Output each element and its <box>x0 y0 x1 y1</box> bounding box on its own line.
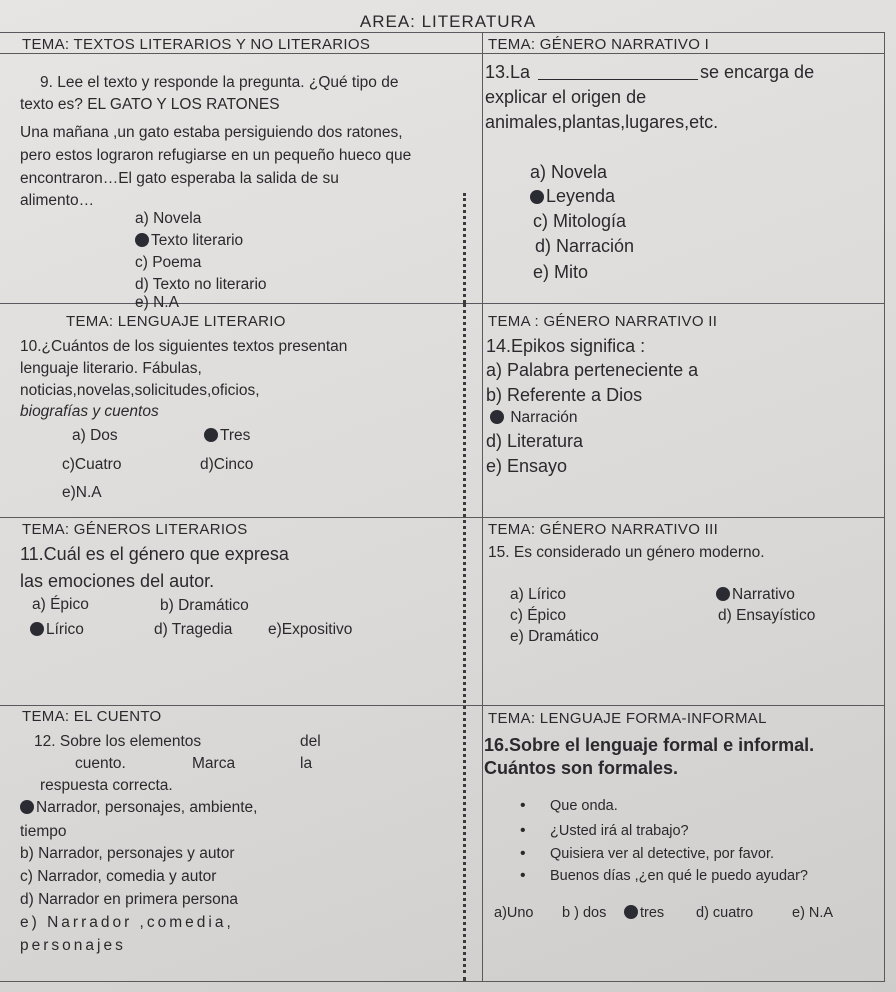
filled-mark-icon <box>30 622 44 636</box>
row-divider <box>0 705 884 706</box>
answer-option: d) Narración <box>535 236 635 256</box>
answer-option: tiempo <box>20 823 67 840</box>
answer-option: a) Dos <box>72 427 118 444</box>
answer-option: d) Narrador en primera persona <box>20 891 238 908</box>
answer-option: personajes <box>20 937 126 954</box>
column-divider <box>482 33 483 981</box>
passage-line: alimento… <box>20 192 95 209</box>
theme-title: TEMA: EL CUENTO <box>22 708 162 725</box>
answer-option: a) Novela <box>135 210 202 227</box>
question-10-line: 10.¿Cuántos de los siguientes textos presentan <box>20 338 348 355</box>
dotted-line <box>463 303 466 981</box>
passage-line: encontraron…El gato esperaba la salida de su <box>20 170 339 187</box>
answer-option: c) Mitología <box>533 211 627 231</box>
theme-title: TEMA: LENGUAJE FORMA-INFORMAL <box>488 710 767 727</box>
answer-option: b) Referente a Dios <box>486 385 643 405</box>
question-12-line: del <box>300 733 321 750</box>
answer-option: e)N.A <box>62 484 102 501</box>
question-14-line: 14.Epikos significa : <box>486 336 646 356</box>
theme-title: TEMA: GÉNEROS LITERARIOS <box>22 521 248 538</box>
answer-blank <box>538 79 698 80</box>
question-11-line: 11.Cuál es el género que expresa <box>20 544 289 564</box>
theme-title: TEMA: LENGUAJE LITERARIO <box>66 313 286 330</box>
answer-option: c) Narrador, comedia y autor <box>20 868 217 885</box>
question-15-line: 15. Es considerado un género moderno. <box>488 544 765 561</box>
question-13-line: animales,plantas,lugares,etc. <box>485 112 719 132</box>
answer-option: d) Ensayístico <box>718 607 816 624</box>
filled-mark-icon <box>204 428 218 442</box>
row-divider <box>0 53 884 54</box>
answer-option: b ) dos <box>562 905 607 921</box>
question-10-line: biografías y cuentos <box>20 403 159 420</box>
answer-option: c)Cuatro <box>62 456 122 473</box>
filled-mark-icon <box>20 800 34 814</box>
question-10-line: noticias,novelas,solicitudes,oficios, <box>20 382 260 399</box>
dotted-line <box>463 193 466 303</box>
answer-option-marked: Narrador, personajes, ambiente, <box>20 799 257 817</box>
filled-mark-icon <box>624 905 638 919</box>
answer-option: c) Épico <box>510 607 566 624</box>
answer-option-marked: Narración <box>490 409 578 427</box>
answer-option: e) Mito <box>533 262 589 282</box>
area-header: AREA: LITERATURA <box>359 12 537 31</box>
filled-mark-icon <box>490 410 504 424</box>
question-12-line: la <box>300 755 313 772</box>
theme-title: TEMA : GÉNERO NARRATIVO II <box>488 313 718 330</box>
question-12-line: Marca <box>192 755 236 772</box>
answer-option: d)Cinco <box>200 456 254 473</box>
answer-option: e) Narrador ,comedia, <box>20 914 234 931</box>
question-13-line: explicar el origen de <box>485 87 647 107</box>
theme-title: TEMA: TEXTOS LITERARIOS Y NO LITERARIOS <box>22 36 371 53</box>
answer-option: b) Dramático <box>160 597 249 614</box>
theme-title: TEMA: GÉNERO NARRATIVO III <box>488 521 719 538</box>
passage-line: pero estos lograron refugiarse en un pequeño hueco que <box>20 147 412 164</box>
row-divider <box>0 303 884 304</box>
answer-option-marked: Lírico <box>30 621 84 639</box>
bullet-item: • ¿Usted irá al trabajo? <box>550 823 689 839</box>
question-16-line: Cuántos son formales. <box>484 758 679 778</box>
answer-option: a) Épico <box>32 596 89 613</box>
answer-option: a) Lírico <box>510 586 566 603</box>
question-9-line: texto es? EL GATO Y LOS RATONES <box>20 96 280 113</box>
filled-mark-icon <box>716 587 730 601</box>
answer-option: a)Uno <box>494 905 534 921</box>
answer-option-marked: Narrativo <box>716 586 795 604</box>
question-9-line: 9. Lee el texto y responde la pregunta. ¿Qué tipo de <box>40 74 399 91</box>
answer-option: e) N.A <box>135 294 179 311</box>
passage-line: Una mañana ,un gato estaba persiguiendo dos ratones, <box>20 124 403 141</box>
question-16-line: 16.Sobre el lenguaje formal e informal. <box>484 735 815 755</box>
question-10-line: lenguaje literario. Fábulas, <box>20 360 202 377</box>
answer-option-marked: tres <box>624 905 664 921</box>
answer-option-marked: Texto literario <box>135 232 243 250</box>
theme-title: TEMA: GÉNERO NARRATIVO I <box>488 36 710 53</box>
answer-option: e) Dramático <box>510 628 599 645</box>
question-13-line: 13.La <box>485 62 531 82</box>
row-divider <box>0 517 884 518</box>
filled-mark-icon <box>135 233 149 247</box>
answer-option-marked: Leyenda <box>530 186 615 207</box>
bullet-item: • Que onda. <box>550 798 618 814</box>
question-11-line: las emociones del autor. <box>20 571 215 591</box>
answer-option: d) Texto no literario <box>135 276 267 293</box>
answer-option: e) N.A <box>792 905 834 921</box>
answer-option: a) Novela <box>530 162 608 182</box>
question-12-line: respuesta correcta. <box>40 777 173 794</box>
answer-option: d) Literatura <box>486 431 584 451</box>
bullet-item: • Quisiera ver al detective, por favor. <box>550 846 774 862</box>
answer-option: b) Narrador, personajes y autor <box>20 845 235 862</box>
answer-option: a) Palabra perteneciente a <box>486 360 699 380</box>
question-13-line: se encarga de <box>700 62 815 82</box>
answer-option: e) Ensayo <box>486 456 568 476</box>
bullet-item: • Buenos días ,¿en qué le puedo ayudar? <box>550 868 808 884</box>
answer-option: d) cuatro <box>696 905 754 921</box>
answer-option: d) Tragedia <box>154 621 233 638</box>
filled-mark-icon <box>530 190 544 204</box>
answer-option-marked: Tres <box>204 427 250 445</box>
answer-option: c) Poema <box>135 254 202 271</box>
question-12-line: 12. Sobre los elementos <box>34 733 202 750</box>
question-12-line: cuento. <box>75 755 126 772</box>
answer-option: e)Expositivo <box>268 621 353 638</box>
